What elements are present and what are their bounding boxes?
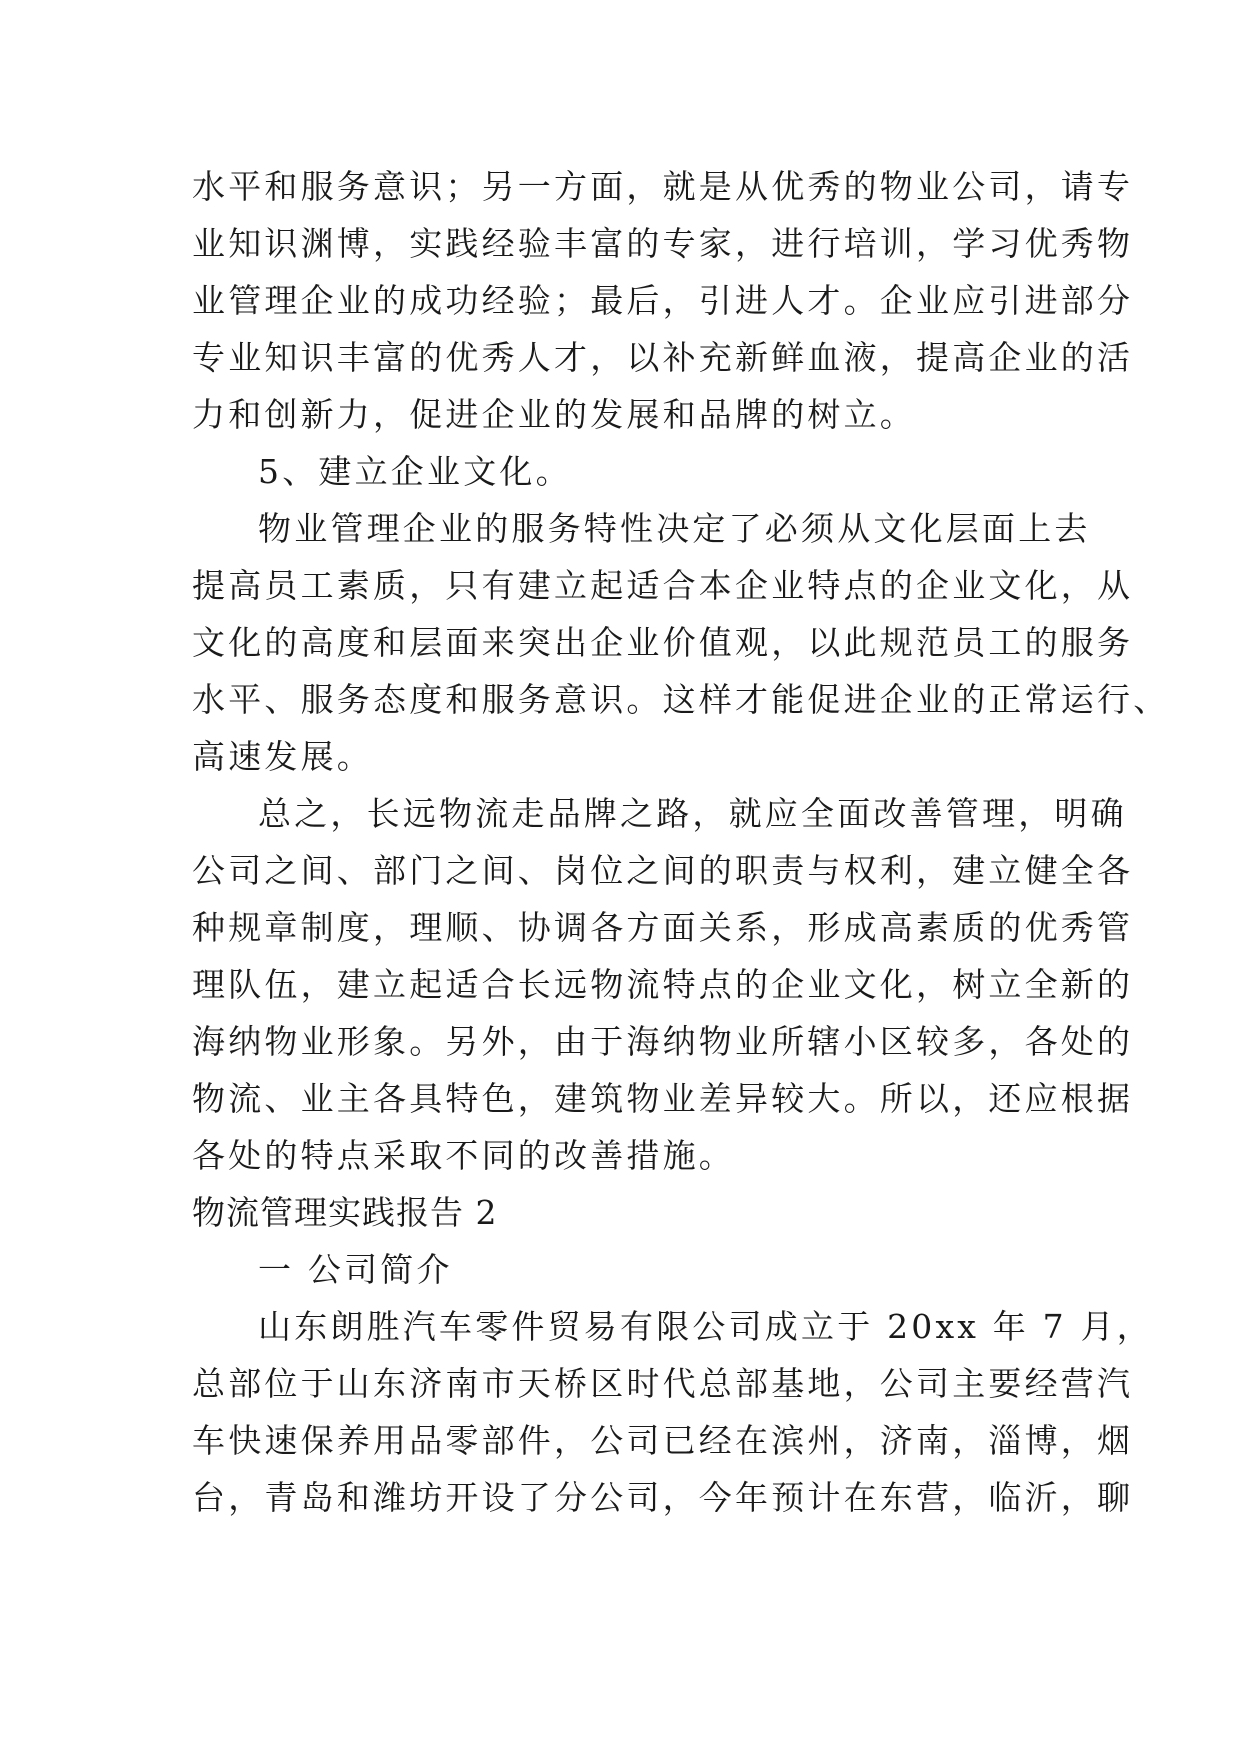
text-line: 各处的特点采取不同的改善措施。	[192, 1136, 735, 1175]
text-line: 水平和服务意识；另一方面，就是从优秀的物业公司，请专	[192, 167, 1134, 206]
text-line: 物流、业主各具特色，建筑物业差异较大。所以，还应根据	[192, 1079, 1134, 1118]
text-line: 公司之间、部门之间、岗位之间的职责与权利，建立健全各	[192, 851, 1134, 890]
text-line: 台，青岛和潍坊开设了分公司，今年预计在东营，临沂，聊	[192, 1478, 1134, 1517]
text-line: 理队伍，建立起适合长远物流特点的企业文化，树立全新的	[192, 965, 1134, 1004]
text-line: 总之，长远物流走品牌之路，就应全面改善管理，明确	[258, 794, 1127, 833]
text-line: 专业知识丰富的优秀人才，以补充新鲜血液，提高企业的活	[192, 338, 1134, 377]
text-line: 提高员工素质，只有建立起适合本企业特点的企业文化，从	[192, 566, 1134, 605]
section-heading: 5、建立企业文化。	[258, 452, 572, 491]
text-line: 业管理企业的成功经验；最后，引进人才。企业应引进部分	[192, 281, 1134, 320]
text-line: 物业管理企业的服务特性决定了必须从文化层面上去	[258, 509, 1091, 548]
text-line: 水平、服务态度和服务意识。这样才能促进企业的正常运行、	[192, 680, 1170, 719]
text-line: 文化的高度和层面来突出企业价值观，以此规范员工的服务	[192, 623, 1134, 662]
text-line: 业知识渊博，实践经验丰富的专家，进行培训，学习优秀物	[192, 224, 1134, 263]
text-line: 种规章制度，理顺、协调各方面关系，形成高素质的优秀管	[192, 908, 1134, 947]
text-line: 山东朗胜汽车零件贸易有限公司成立于 20xx 年 7 月，	[258, 1307, 1153, 1346]
text-line: 力和创新力，促进企业的发展和品牌的树立。	[192, 395, 916, 434]
text-line: 海纳物业形象。另外，由于海纳物业所辖小区较多，各处的	[192, 1022, 1134, 1061]
document-body	[192, 158, 1170, 1526]
section-heading: 一 公司简介	[258, 1250, 453, 1289]
text-line: 高速发展。	[192, 737, 373, 776]
document-title: 物流管理实践报告 2	[192, 1193, 498, 1232]
text-line: 总部位于山东济南市天桥区时代总部基地，公司主要经营汽	[192, 1364, 1134, 1403]
text-line: 车快速保养用品零部件，公司已经在滨州，济南，淄博，烟	[192, 1421, 1134, 1460]
